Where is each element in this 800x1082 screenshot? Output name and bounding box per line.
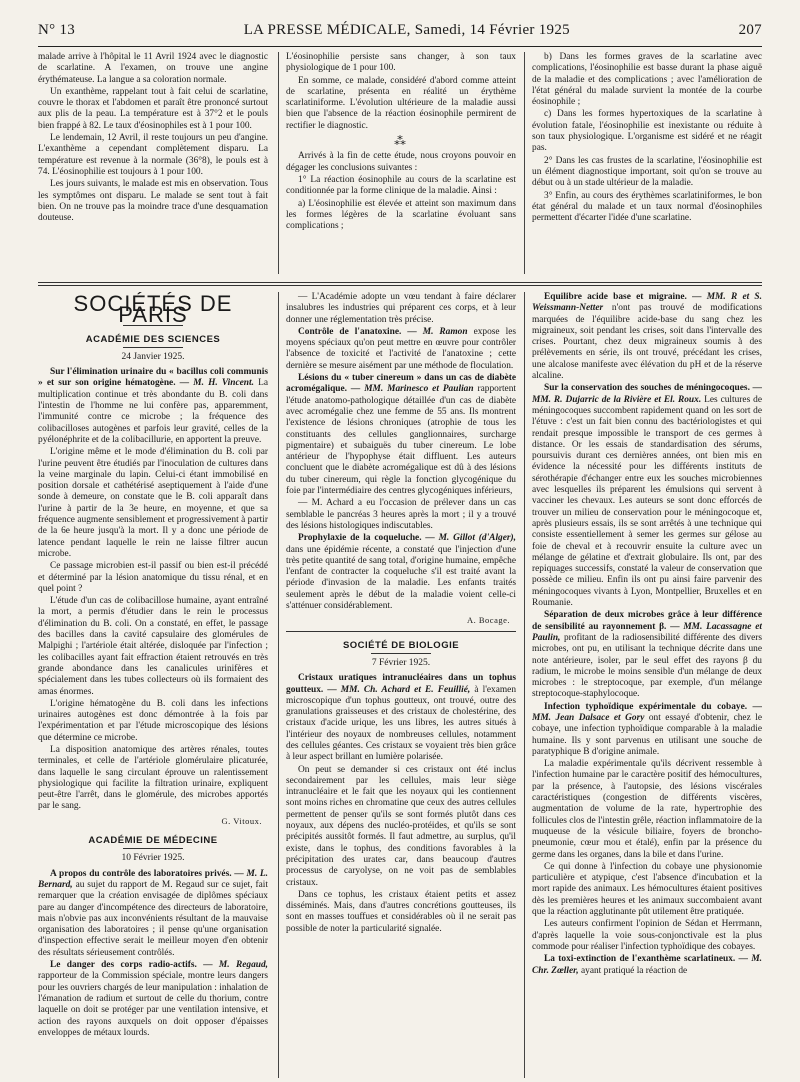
signature: G. Vitoux. [221,815,262,826]
section-title: ACADÉMIE DE MÉDECINE [88,835,218,847]
item-text: — M. Achard a eu l'occasion de prélever dans un cas semblable le pancréas 3 heures après la mort ; il y a trouvé des lésions histologiques indiscutables. [286,498,516,531]
paragraph: En somme, ce malade, considéré d'abord comme atteint de scarlatine, présenta en réalité un érythème scarlatiniforme. L'évolution ultérieure de la maladie aussi bien que l'absence de la réaction éosinophile permirent de rectifier le diagnostic. [286,75,516,131]
item-text: On peut se demander si ces cristaux ont été inclus secondairement par les cellules, mais leur siège intranucléaire et le fait que les noyaux qui les contiennent sont moins riches en chromatine que ceux des autres cellules permettent de penser qu'ils se sont formés plutôt dans ces noyaux, aux dépens des nucléo-protéides, et qu'ils se sont précipités aussitôt formés. Il faut admettre, au surplus, qu'il existe, dans le tophus, des conditions favorables à la précipitation des urates car, dans beaucoup d'autres processus de caryolyse, on ne voit pas de semblables cristaux. [286,764,516,888]
section-rule [286,631,516,632]
column-divider [278,52,279,274]
column-divider [524,292,525,1078]
paragraph: 3° Enfin, au cours des érythèmes scarlatiniformes, le bon état général du malade et un taux normal d'éosinophiles permettent d'écarter l'idée d'une scarlatine. [532,190,762,224]
paragraph [532,292,762,382]
top-column-2 [286,52,516,272]
section-rule [38,282,762,283]
item-text: La disposition anatomique des artères rénales, toutes terminales, et celle de l'artériole glomérulaire plicaturée, dans laquelle le sang circulant éprouve un ralentissement physiologique qui facilite la filtration urinaire, expliquent peut-être l'arrêt, dans le glomérule, des microbes apportés par le sang. [38,744,268,812]
item-authors: — MM. Lacassagne et Paulin, [532,621,762,643]
item-authors: — M. H. Vincent. [179,378,254,389]
page-header [38,22,762,46]
item-authors: — MM. R et S. Weissmann-Netter [532,292,762,314]
item-authors: — MM. R. Dujarric de la Rivière et El. Roux. [532,383,762,405]
section-date: 7 Février 1925. [371,657,431,668]
section-rule [38,285,762,286]
paragraph: 2° Dans les cas frustes de la scarlatine, l'éosinophilie est un élément diagnostique important, soit qu'on se trouve au début ou à un stade ultérieur de la maladie. [532,155,762,189]
item-authors: — M. Chr. Zœller, [532,954,762,976]
paragraph [286,292,516,326]
paragraph [38,596,268,698]
paragraph [38,367,268,446]
item-title: Contrôle de l'anatoxine. [298,326,402,337]
societes-column-3 [532,292,762,1078]
top-column-3 [532,52,762,272]
column-divider [278,292,279,1078]
paragraph: Un exanthème, rappelant tout à fait celui de scarlatine, couvre le thorax et l'abdomen et paraît être prononcé surtout aux plis de la peau. La température est à 37°2 et le pouls bien frappé à 82. Le taux d'éosinophiles est à 1 pour 100. [38,86,268,131]
page-number: 207 [738,22,762,38]
paragraph: Les jours suivants, le malade est mis en observation. Tous les symptômes ont disparu. Le malade se sent tout à fait bien. On ne trouve pas la moindre trace d'une desquamation douteuse. [38,179,268,224]
item-title: Infection typhoïdique expérimentale du cobaye. [544,701,748,712]
item-title: Le danger des corps radio-actifs. [50,960,197,971]
paragraph [286,498,516,532]
section-title: SOCIÉTÉ DE BIOLOGIE [342,639,460,651]
item-title: Prophylaxie de la coqueluche. [298,533,422,544]
item-text: à l'examen microscopique d'un tophus goutteux, ont trouvé, outre des granulations graisseuses et des cristaux de cholestérine, des cristaux d'acide urique, les uns libres, les autres situés à l'intérieur des noyaux de nombreuses cellules, notamment des cellules géantes. Ces cristaux se voyaient très bien grâce à leur aspect brillant en lumière polarisée. [286,684,516,763]
item-text: n'ont pas trouvé de modifications marquées de l'équilibre acide-base du sang chez les migraineux, soit pendant les crises, soit dans l'intervalle des crises. Pourtant, chez deux migraineux soumis à des prélèvements en série, ils ont trouvé, précédant les crises, une alcalose manifeste avec élévation du pH et de la réserve alcaline. [532,303,762,382]
section-title-rule [123,347,183,348]
item-text: au sujet du rapport de M. Regaud sur ce sujet, fait remarquer que la création envisagée de diplômes spéciaux pare au danger d'incompétence des directeurs de laboratoire, mais n'obvie pas aux inconvénients résultant de la mauvaise organisation des laboratoires ; il pense qu'une organisation d'inspection effective serait le meilleur moyen d'en obtenir des résultats sérieusement contrôlés. [38,879,268,958]
item-text: Dans ce tophus, les cristaux étaient petits et assez disséminés. Mais, dans d'autres concrétions goutteuses, ils sont en masses touffues et considérables où il ne serait pas possible de noter la particularité signalée. [286,889,516,934]
section-stars: ⁂ [394,134,408,149]
paragraph [38,869,268,959]
item-authors: — MM. Jean Dalsace et Gory [532,701,762,723]
item-title: Équilibre acide base et migraine. [544,292,687,302]
section-title: ACADÉMIE DES SCIENCES [85,333,221,345]
item-authors: — M. Regaud, [203,960,268,971]
paragraph [532,862,762,918]
item-text: — L'Académie adopte un vœu tendant à faire déclarer insalubres les industries qui préparent ces corps, et à leur donner une réglementation très précise. [286,292,516,325]
column-divider [524,52,525,274]
journal-title: LA PRESSE MÉDICALE, Samedi, 14 Février 1925 [243,22,570,38]
item-text: expose les moyens spéciaux qu'on peut mettre en œuvre pour contrôler l'absence de toxicité et l'activité de l'anatoxine ; cette dernière se mesure aisément par une méthode de floculation. [286,326,516,371]
paragraph [286,765,516,889]
item-text: ont essayé d'obtenir, chez le cobaye, une infection typhoïdique comparable à la maladie humaine. Ils y sont parvenus en utilisant une souche de paratyphique B d'origine animale. [532,712,762,757]
section-title-rule [371,653,431,654]
paragraph [38,561,268,595]
section-date: 10 Février 1925. [121,853,185,864]
paragraph [532,610,762,700]
item-title: Lésions du « tuber cinereum » dans un cas de diabète acromégalique. [286,373,516,395]
item-text: rapportent l'étude anatomo-pathologique détaillée d'un cas de diabète avec acromégalie chez une femme de 55 ans. Ils montrent l'existence de lésions chroniques (atrophie de tous les constituants des cellules ganglionnaires, surcharge pigmentaire) et subaiguës du tuber cinereum. Le lobe antérieur de l'hypophyse était diffluent. Les auteurs concluent que le diabète acromégalique est dû à des lésions du tuber cinereum, qui règle la fonction glycogénique du foie par l'intermédiaire des centres glycogéniques inférieurs, [286,384,516,497]
paragraph [532,759,762,861]
paragraph [532,919,762,953]
item-title: La toxi-extinction de l'exanthème scarlatineux. [544,954,736,965]
issue-number: N° 13 [38,22,76,38]
item-text: L'origine même et le mode d'élimination du B. coli par l'urine peuvent être étudiés par l'inoculation de cultures dans la veine marginale du lapin. Celui-ci étant immobilisé en position dorsale et cathétérisé aseptiquement à l'aide d'une sonde à demeure, on constate que le B. coli apparaît dans l'urine à partir de la 3e heure, en moyenne, et que sa fréquence augmente sensiblement et progressivement à partir de la 6e heure jusqu'à la mort. Il y a donc une période de latence pendant laquelle le rein ne laisse filtrer aucun microbe. [38,447,268,559]
item-text: L'étude d'un cas de colibacillose humaine, ayant entraîné la mort, a permis d'étudier dans le rein le processus d'élimination du B. coli. On a constaté, en effet, le passage des bacilles dans la cavité capsulaire des glomérules de Malpighi ; l'artériole était altérée, disloquée par l'infection ; les colibacilles ayant fait effraction étaient retrouvés en très grande abondance dans les canalicules urinifères et spécialement dans les tubes collecteurs où ils formaient des amas énormes. [38,596,268,697]
item-text: La multiplication continue et très abondante du B. coli dans l'intestin de l'homme ne lui confère pas, apparemment, l'immunité contre ce microbe ; la fréquence des colibacilloses autogènes et parfois leur gravité, celles de la pyélonéphrite et de la colibacillurie, en apportent la preuve. [38,378,268,445]
societes-column-1 [38,292,268,1078]
rubric-title: SOCIÉTÉS DE PARIS [73,292,233,328]
paragraph: 1° La réaction éosinophile au cours de la scarlatine est conditionnée par la forme clinique de la maladie. Ainsi : [286,174,516,197]
paragraph [38,699,268,744]
paragraph [532,702,762,758]
item-authors: — M. Gillot (d'Alger), [425,533,516,544]
item-text: L'origine hématogène du B. coli dans les infections urinaires autogènes est donc démontrée à la fois par l'expérimentation et par l'étude microscopique des lésions que détermine ce microbe. [38,698,268,743]
item-authors: — MM. Marinesco et Paulian [350,384,474,395]
item-text: Ce qui donne à l'infection du cobaye une physionomie particulière et atypique, c'est l'absence d'incubation et la mort rapide des animaux. Les hémocultures étaient positives dès les premières heures et les animaux succombaient avant que la réaction agglutinante pût utilement être pratiquée. [532,861,762,918]
signature: A. Bocage. [466,615,510,626]
item-text: Les auteurs confirment l'opinion de Sédan et Herrmann, d'après laquelle la voie sous-conjonctivale est la plus commode pour réaliser l'infection typhoïdique des cobayes. [532,919,762,952]
paragraph [532,383,762,609]
paragraph [38,447,268,560]
paragraph [38,745,268,813]
item-title: Séparation de deux microbes grâce à leur différence de sensibilité au rayonnement β. [532,610,762,632]
paragraph [286,373,516,497]
paragraph: malade arrive à l'hôpital le 11 Avril 1924 avec le diagnostic de scarlatine. A l'examen, on trouve une angine érythémateuse. La langue a sa coloration normale. [38,52,268,85]
item-text: ayant pratiqué la réaction de [580,965,688,976]
paragraph [286,673,516,763]
item-title: A propos du contrôle des laboratoires privés. [50,868,232,879]
societes-column-2 [286,292,516,1078]
paragraph [286,327,516,372]
paragraph: L'éosinophilie persiste sans changer, à son taux physiologique de 1 pour 100. [286,52,516,74]
paragraph [286,890,516,935]
item-title: Sur la conservation des souches de méningocoques. [544,383,750,394]
item-title: Sur l'élimination urinaire du « bacillus coli communis » et sur son origine hématogène. [38,367,268,389]
item-authors: — MM. Ch. Achard et E. Feuillié, [327,684,471,695]
paragraph [38,960,268,1039]
item-text: Ce passage microbien est-il passif ou bien est-il précédé et déterminé par la lésion anatomique du tissu rénal, et en quel point ? [38,561,268,594]
paragraph: c) Dans les formes hypertoxiques de la scarlatine à évolution fatale, l'éosinophilie est inexistante ou réduite à son taux physiologique. L'organisme est sidéré et ne réagit pas. [532,109,762,154]
item-text: dans une épidémie récente, a constaté que l'injection d'une très petite quantité de sang total, d'origine humaine, empêche l'enfant de contracter la coqueluche s'il est traité avant la période d'invasion de la maladie. Les enfants traités seulement après le début de la maladie voient celle-ci s'atténuer considérablement. [286,544,516,612]
item-text: Les cultures de méningocoques succombent rapidement quand on les sort de l'étuve : c'est un fait bien connu des bactériologistes et qui rendait presque impossible le transport de ces germes à distance. Or les essais de standardisation des sérums, poursuivis durant ces dernières années, ont bien mis en évidence la nécessité pour les différents instituts de sérothérapie d'échanger entre eux les souches microbiennes avec lesquelles ils préparent les émulsions qui servent à vacciner les chevaux. Les auteurs se sont donc efforcés de trouver un milieu de conservation pour le méningocoque et, après plusieurs essais, ils se sont arrêtés à une technique qui consiste essentiellement à semer les germes sur gélose au foie de cheval et à recouvrir ensuite la culture avec un mélange de gélatine et d'extrait globulaire. Ils ont, par des repiquages successifs, constaté la valeur de conservation que possède ce milieu. Enfin ils ont pu ainsi faire parvenir des méningocoques vivants à Lyon, Montpellier, Bruxelles et en Roumanie. [532,394,762,609]
paragraph: Arrivés à la fin de cette étude, nous croyons pouvoir en dégager les conclusions suivantes : [286,151,516,173]
paragraph: a) L'éosinophilie est élevée et atteint son maximum dans les formes légères de la scarlatine évoluant sans complications ; [286,198,516,232]
item-text: profitant de la radiosensibilité différente des divers microbes, ont pu, en utilisant la technique décrite dans une note antérieure, isoler, par le seul effet des rayons β du radium, le microbe le moins sensible d'un mélange de deux microbes : le streptocoque, par exemple, d'un mélange streptocoque-staphylocoque. [532,632,762,700]
item-title: Cristaux uratiques intranucléaires dans un tophus goutteux. [286,673,516,695]
item-authors: — M. L. Bernard, [38,868,268,890]
paragraph [286,533,516,612]
paragraph: Le lendemain, 12 Avril, il reste toujours un peu d'angine. L'exanthème a cependant complètement disparu. La température est revenue à la normale (36°8), le pouls est à 74. L'éosinophilie est toujours à 1 pour 100. [38,133,268,177]
item-authors: — M. Ramon [407,326,468,337]
section-title-rule [123,848,183,849]
paragraph [532,954,762,977]
paragraph: b) Dans les formes graves de la scarlatine avec complications, l'éosinophilie est basse durant la phase aiguë de la maladie et des complications ; avec l'amélioration de l'état général du malade survient la montée de la courbe éosinophile ; [532,52,762,108]
header-rule [38,46,762,47]
item-text: rapporteur de la Commission spéciale, montre leurs dangers pour les ouvriers chargés de leur manipulation : inhalation de l'émanation de radium et surtout de celle du thorium, contre laquelle on doit se protéger par une ventilation intensive, et action des rayons auxquels on doit opposer d'épaisses enveloppes de métaux lourds. [38,971,268,1038]
top-column-1 [38,52,268,272]
section-date: 24 Janvier 1925. [121,351,185,362]
item-text: La maladie expérimentale qu'ils décrivent ressemble à l'infection humaine par le caractère positif des hémocultures, par la présence, à l'autopsie, des lésions viscérales caractéristiques (congestion de différents viscères, augmentation de volume de la rate, hypertrophie des follicules clos de l'intestin grêle, réaction inflammatoire de la muqueuse de la vésicule biliaire, foyers de broncho-pneumonie, cœur mou et étalé), enfin par la présence du germe dans les organes, dans la bile et dans l'urine. [532,759,762,860]
